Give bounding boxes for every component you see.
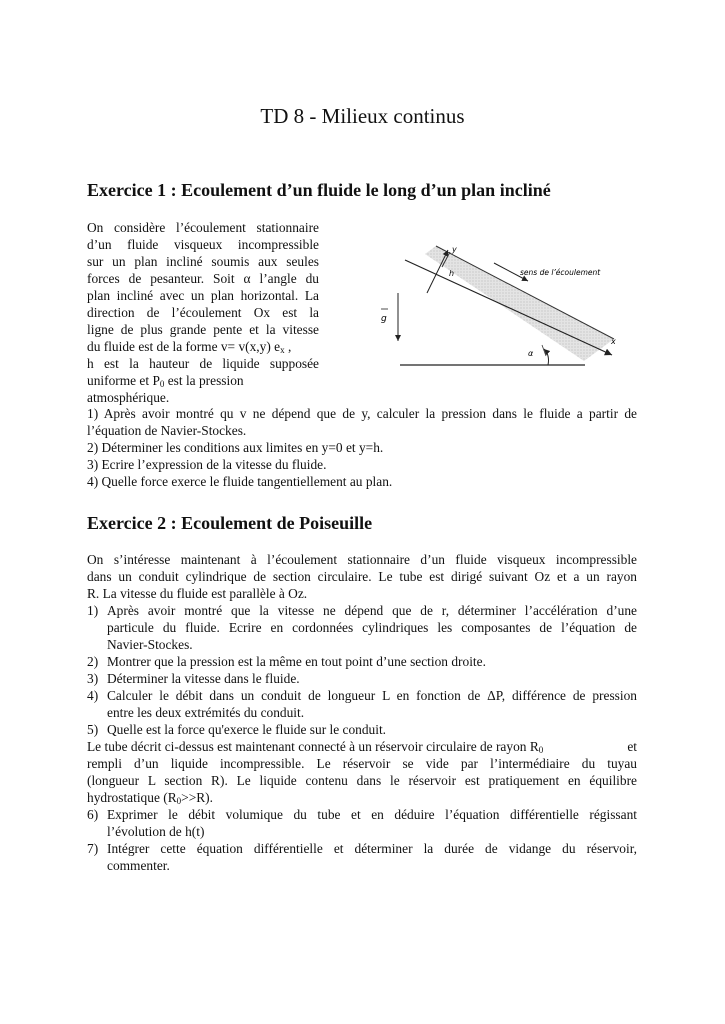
ex2-intro-line: dans un conduit cylindrique de section circulaire. Le tube est dirigé suivant Oz et a un rayon <box>87 569 637 584</box>
comma: , <box>287 339 292 354</box>
ex1-intro-line: plan incliné avec un plan horizontal. La <box>87 288 319 303</box>
ex1-question-3: 3) Ecrire l’expression de la vitesse du fluide. <box>87 457 327 472</box>
exercise-2-heading: Exercice 2 : Ecoulement de Poiseuille <box>87 513 373 533</box>
ex1-intro-line: atmosphérique. <box>87 390 170 405</box>
item-number: 1) <box>87 603 99 618</box>
ex2-intro-line: On s’intéresse maintenant à l’écoulement stationnaire d’un fluide visqueux incompressible <box>87 552 637 567</box>
ex1-intro-line: forces de pesanteur. Soit α l’angle du <box>87 271 319 286</box>
ex1-intro-line: uniforme et P <box>87 373 160 388</box>
item-line: Après avoir montré que la vitesse ne dépend que de r, déterminer l’accélération d’une <box>107 603 637 618</box>
reservoir-line: rempli d’un liquide incompressible. Le réservoir se vide par l’intermédiaire du tuyau <box>87 756 637 771</box>
ex1-intro-line: ligne de plus grande pente et la vitesse <box>87 322 319 337</box>
item-line: Montrer que la pression est la même en tout point d’une section droite. <box>107 654 486 669</box>
ex1-velocity-line <box>87 338 321 355</box>
alpha-label: α <box>528 349 534 358</box>
y-label: y <box>452 245 457 254</box>
item-line: Quelle est la force qu'exerce le fluide sur le conduit. <box>107 722 387 737</box>
item-number: 3) <box>87 671 99 686</box>
g-label: g <box>381 314 387 324</box>
item-line: commenter. <box>107 858 170 873</box>
ex1-question-2: 2) Déterminer les conditions aux limites en y=0 et y=h. <box>87 440 384 455</box>
ex1-intro-line: h est la hauteur de liquide supposée <box>87 356 319 371</box>
ex1-intro-line: d’un fluide visqueux incompressible <box>87 237 319 252</box>
item-line: Exprimer le débit volumique du tube et en déduire l’équation différentielle régissant <box>107 807 637 822</box>
reservoir-line <box>87 738 637 755</box>
flow-label: sens de l’écoulement <box>520 268 601 277</box>
exercise-1-heading: Exercice 1 : Ecoulement d’un fluide le long d’un plan incliné <box>87 180 551 200</box>
ex1-question-4: 4) Quelle force exerce le fluide tangentiellement au plan. <box>87 474 393 489</box>
item-number: 5) <box>87 722 99 737</box>
fluid-surface-line <box>436 246 614 339</box>
ex1-pressure-line <box>87 372 244 389</box>
x-label: x <box>611 337 616 346</box>
item-line: Déterminer la vitesse dans le fluide. <box>107 671 300 686</box>
item-number: 7) <box>87 841 99 856</box>
ex1-intro-line: direction de l’écoulement Ox est la <box>87 305 319 320</box>
h-label: h <box>449 269 455 278</box>
item-line: l’évolution de h(t) <box>107 824 205 839</box>
item-line: entre les deux extrémités du conduit. <box>107 705 305 720</box>
reservoir-text: hydrostatique (R <box>87 790 177 805</box>
reservoir-text-end: et <box>627 739 637 754</box>
item-number: 6) <box>87 807 99 822</box>
fluid-layer <box>425 246 614 361</box>
ex1-intro-line-rest: est la pression <box>164 373 244 388</box>
p0-subscript: 0 <box>159 379 165 389</box>
ex1-intro-line: sur un plan incliné soumis aux seules <box>87 254 319 269</box>
item-number: 2) <box>87 654 99 669</box>
ex1-intro-line: du fluide est de la forme v= v(x,y) e <box>87 339 281 354</box>
reservoir-text-end: >>R). <box>181 790 213 805</box>
item-line: Calculer le débit dans un conduit de longueur L en fonction de ΔP, différence de pression <box>107 688 637 703</box>
item-number: 4) <box>87 688 99 703</box>
ex1-intro-line: On considère l’écoulement stationnaire <box>87 220 319 235</box>
unit-vector-subscript: x <box>280 345 285 355</box>
r0-subscript: 0 <box>176 796 182 806</box>
reservoir-text: Le tube décrit ci-dessus est maintenant connecté à un réservoir circulaire de rayon R <box>87 739 539 754</box>
item-line: Intégrer cette équation différentielle et déterminer la durée de vidange du réservoir, <box>107 841 637 856</box>
inclined-plane-diagram <box>370 238 620 373</box>
reservoir-line: (longueur L section R). Le liquide contenu dans le réservoir est pratiquement en équilibre <box>87 773 637 788</box>
item-line: Navier-Stockes. <box>107 637 193 652</box>
ex1-question-1-cont: l’équation de Navier-Stockes. <box>87 423 247 438</box>
item-line: particule du fluide. Ecrire en cordonnées cylindriques les composantes de l’équation de <box>107 620 637 635</box>
ex1-question-1: 1) Après avoir montré qu v ne dépend que de y, calculer la pression dans le fluide a partir de <box>87 406 637 421</box>
ex2-intro-line: R. La vitesse du fluide est parallèle à Oz. <box>87 586 308 601</box>
r0-subscript: 0 <box>538 745 544 755</box>
reservoir-line <box>87 789 213 806</box>
page-title: TD 8 - Milieux continus <box>260 104 465 128</box>
